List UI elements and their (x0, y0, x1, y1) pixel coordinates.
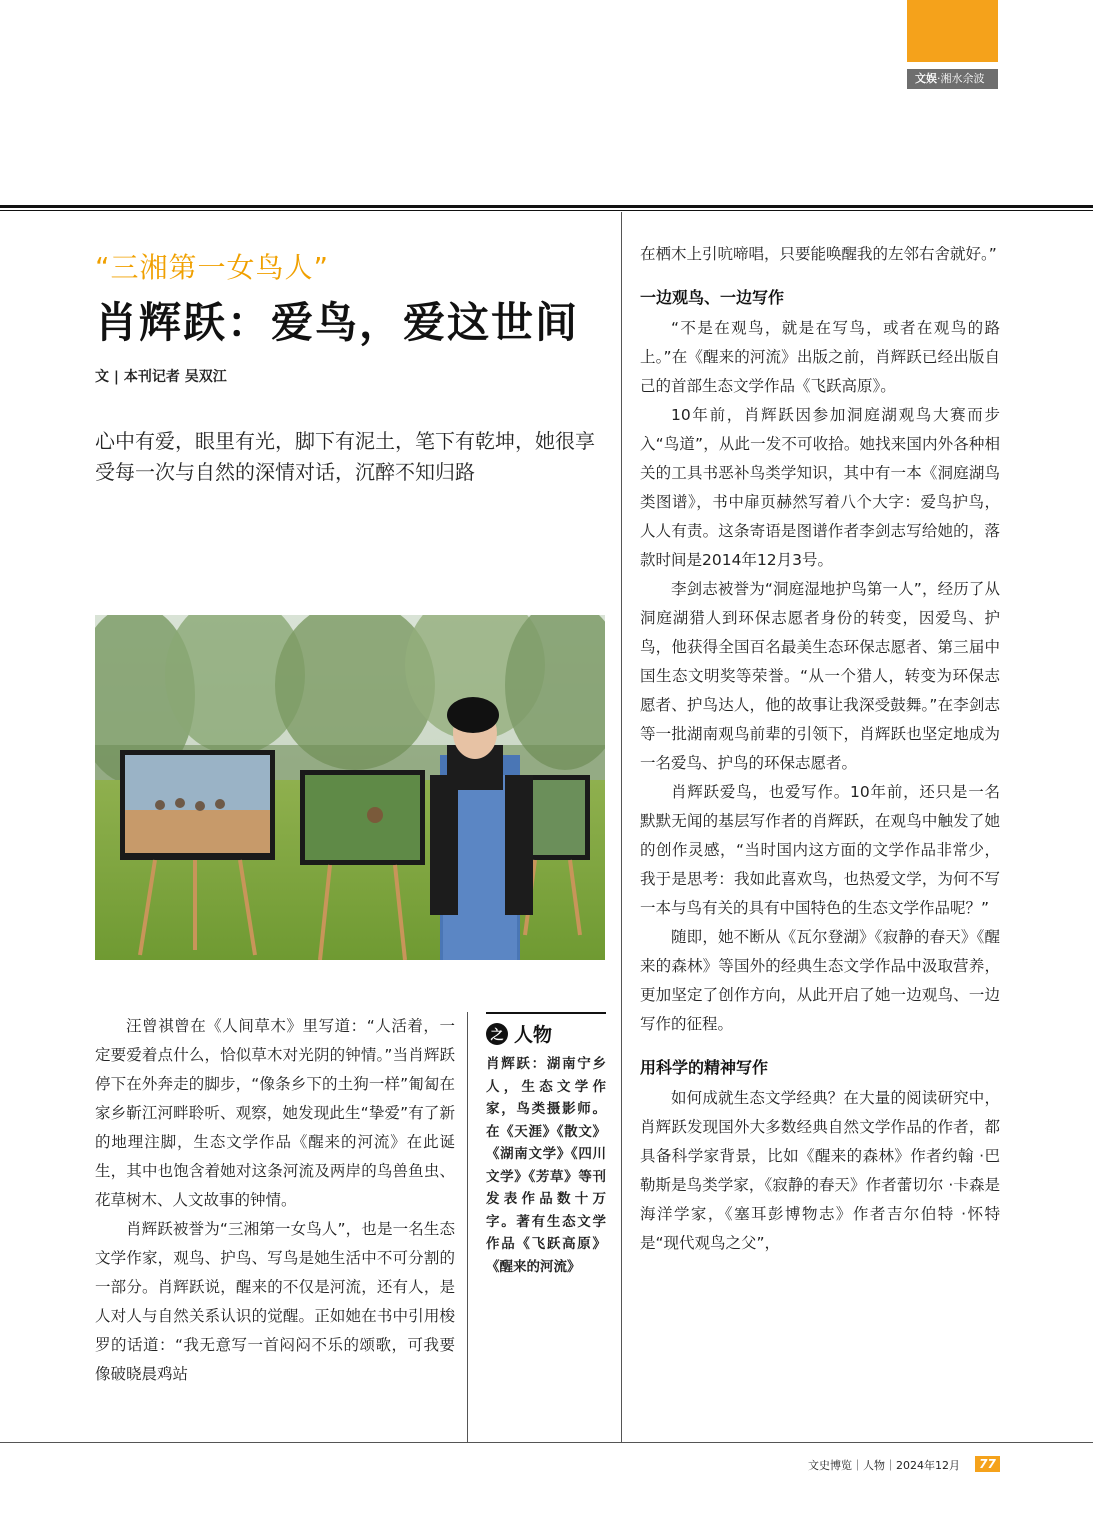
page-footer: 文史博览｜人物｜2024年12月 (808, 1459, 960, 1472)
top-rule (0, 205, 1093, 208)
photo-illustration (95, 615, 605, 960)
section-tag (907, 69, 998, 89)
article-kicker: “三湘第一女鸟人” (95, 251, 330, 284)
right-column (640, 240, 1000, 1258)
section-main: 文娱 (915, 72, 937, 85)
sidebar-divider (467, 1012, 468, 1442)
article-deck: 心中有爱，眼里有光，脚下有泥土，笔下有乾坤，她很享受每一次与自然的深情对话，沉醉不知归路 (95, 429, 595, 484)
bottom-rule (0, 1442, 1093, 1443)
section-sub: 湘水余波 (940, 72, 985, 85)
right-paragraph-2: 10年前，肖辉跃因参加洞庭湖观鸟大赛而步入“鸟道”，从此一发不可收拾。她找来国内外各种相关的工具书恶补鸟类学知识，其中有一本《洞庭湖鸟类图谱》，书中扉页赫然写着八个大字：爱鸟护鸟，人人有责。这条寄语是图谱作者李剑志写给她的，落款时间是2014年12月3号。 (640, 406, 1000, 569)
right-continued-text: 在栖木上引吭啼唱，只要能唤醒我的左邻右舍就好。” (640, 245, 997, 263)
section-heading-1: 一边观鸟、一边写作 (640, 288, 785, 307)
article-photo (95, 615, 605, 960)
right-paragraph-4: 肖辉跃爱鸟，也爱写作。10年前，还只是一名默默无闻的基层写作者的肖辉跃，在观鸟中触发了她的创作灵感，“当时国内这方面的文学作品非常少，我于是思考：我如此喜欢鸟，也热爱文学，为何不写一本与鸟有关的具有中国特色的生态文学作品呢？” (640, 783, 1000, 917)
profile-sidebar (486, 1012, 606, 1278)
sidebar-bio: 肖辉跃：湖南宁乡人，生态文学作家，鸟类摄影师。在《天涯》《散文》《湖南文学》《四川文学》《芳草》等刊发表作品数十万字。著有生态文学作品《飞跃高原》《醒来的河流》 (486, 1056, 606, 1275)
left-column (95, 1012, 455, 1389)
left-paragraph-1: 汪曾祺曾在《人间草木》里写道：“人活着，一定要爱着点什么，恰似草木对光阴的钟情。”当肖辉跃停下在外奔走的脚步，“像条乡下的土狗一样”匍匐在家乡靳江河畔聆听、观察，她发现此生“挚爱”有了新的地理注脚，生态文学作品《醒来的河流》在此诞生，其中也饱含着她对这条河流及两岸的鸟兽鱼虫、花草树木、人文故事的钟情。 (95, 1017, 455, 1209)
right-paragraph-1: “不是在观鸟，就是在写鸟，或者在观鸟的路上。”在《醒来的河流》出版之前，肖辉跃已经出版自己的首部生态文学作品《飞跃高原》。 (640, 319, 1000, 395)
section-tab-block (907, 0, 998, 62)
left-paragraph-2: 肖辉跃被誉为“三湘第一女鸟人”，也是一名生态文学作家，观鸟、护鸟、写鸟是她生活中不可分割的一部分。肖辉跃说，醒来的不仅是河流，还有人，是人对人与自然关系认识的觉醒。正如她在书中引用梭罗的话道：“我无意写一首闷闷不乐的颂歌，可我要像破晓晨鸡站 (95, 1220, 455, 1383)
sidebar-rule (486, 1012, 606, 1014)
sidebar-title: 人物 (514, 1024, 553, 1046)
right-paragraph-5: 随即，她不断从《瓦尔登湖》《寂静的春天》《醒来的森林》等国外的经典生态文学作品中汲取营养，更加坚定了创作方向，从此开启了她一边观鸟、一边写作的征程。 (640, 928, 1000, 1033)
section-separator: · (937, 72, 941, 85)
sidebar-header (486, 1020, 606, 1047)
right-paragraph-6: 如何成就生态文学经典？在大量的阅读研究中，肖辉跃发现国外大多数经典自然文学作品的作者，都具备科学家背景，比如《醒来的森林》作者约翰 ·巴勒斯是鸟类学家，《寂静的春天》作者蕾切尔 ·卡森是海洋学家，《塞耳彭博物志》作者吉尔伯特 ·怀特是“现代观鸟之父”， (640, 1089, 1000, 1252)
article-byline: 文 | 本刊记者 吴双江 (95, 369, 227, 385)
page-number: 77 (975, 1456, 1000, 1472)
person-column-icon: 之 (486, 1023, 508, 1045)
top-rule-thin (0, 210, 1093, 211)
right-paragraph-3: 李剑志被誉为“洞庭湿地护鸟第一人”，经历了从洞庭湖猎人到环保志愿者身份的转变，因爱鸟、护鸟，他获得全国百名最美生态环保志愿者、第三届中国生态文明奖等荣誉。“从一个猎人，转变为环保志愿者、护鸟达人，他的故事让我深受鼓舞。”在李剑志等一批湖南观鸟前辈的引领下，肖辉跃也坚定地成为一名爱鸟、护鸟的环保志愿者。 (640, 580, 1000, 772)
column-divider (621, 212, 622, 1442)
section-heading-2: 用科学的精神写作 (640, 1058, 769, 1077)
article-title: 肖辉跃：爱鸟，爱这世间 (95, 298, 580, 347)
